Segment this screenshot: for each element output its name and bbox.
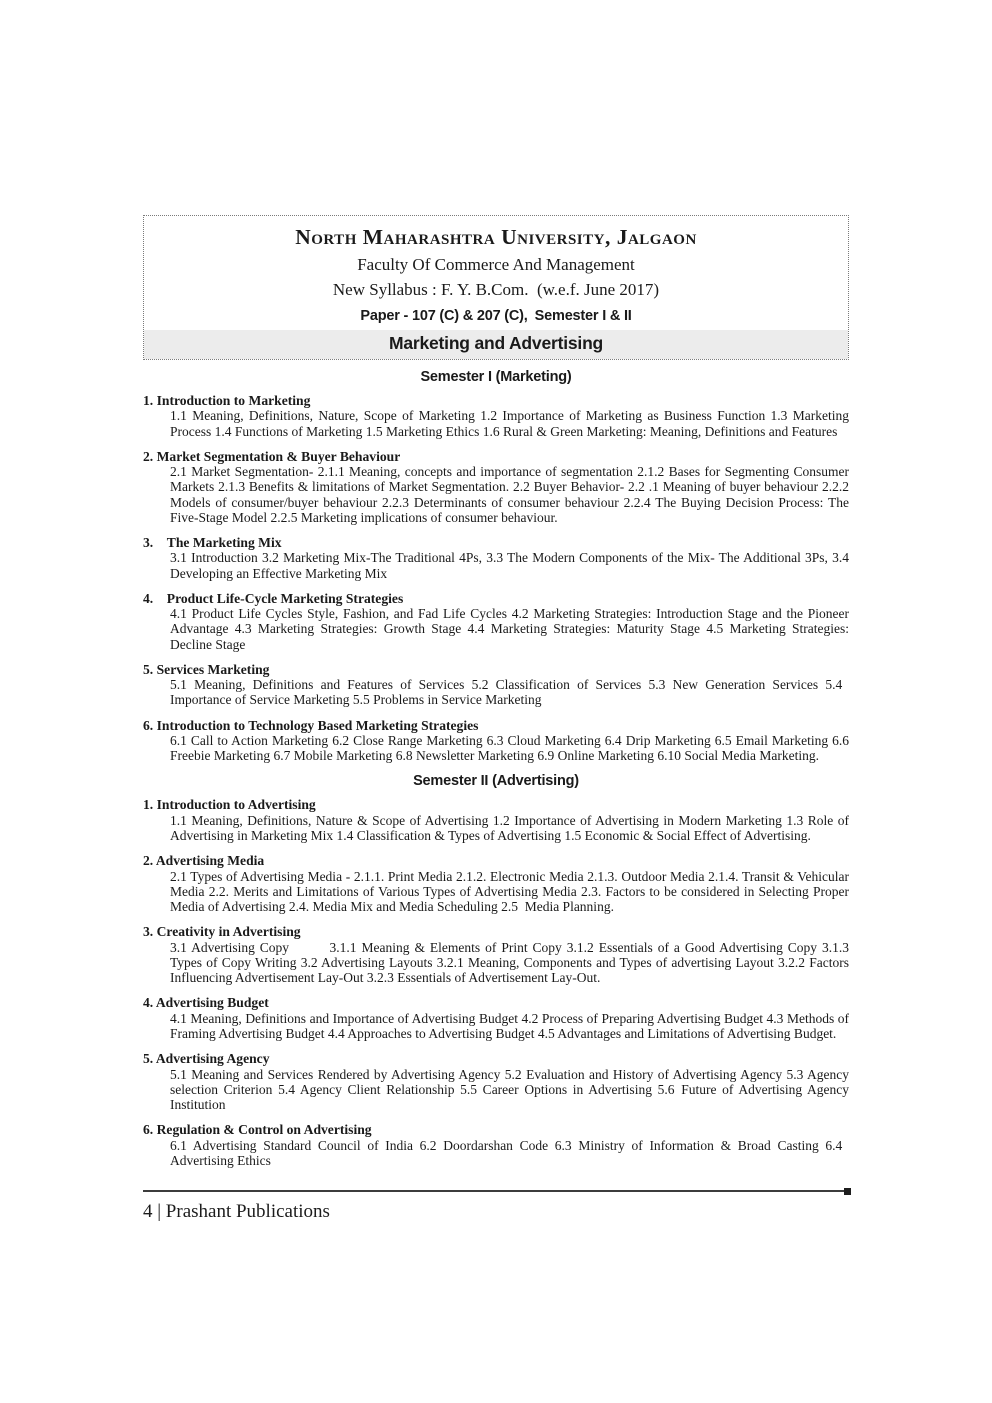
section-s2-5 xyxy=(143,1051,853,1112)
page-number-publisher: 4 | Prashant Publications xyxy=(143,1201,330,1222)
section-s2-2 xyxy=(143,853,853,915)
section-heading: 4. Product Life-Cycle Marketing Strategies xyxy=(143,590,404,606)
section-body: 6.1 Call to Action Marketing 6.2 Close Range Marketing 6.3 Cloud Marketing 6.4 Drip Marketing 6.5 Email Marketing 6.6 Freebie Marketing 6.7 Mobile Marketing 6.8 Newsletter Marketing 6.9 Online Marketing 6.10 Social Media Marketing. xyxy=(170,733,853,764)
section-body: 4.1 Product Life Cycles Style, Fashion, and Fad Life Cycles 4.2 Marketing Strategies: Introduction Stage and the Pioneer Advantage 4.3 Marketing Strategies: Growth Stage 4.4 Marketing Strategies: Maturity Stage 4.5 Marketing Strategies: Decline Stage xyxy=(170,606,853,652)
section-body: 2.1 Types of Advertising Media - 2.1.1. Print Media 2.1.2. Electronic Media 2.1.3. Outdoor Media 2.1.4. Transit & Vehicular Media 2.2. Merits and Limitations of Various Types of Advertising Media 2.3. Factors to be considered in Selecting Proper Media of Advertising 2.4. Media Mix and Media Scheduling 2.5 Media Planning. xyxy=(170,868,853,915)
section-heading: 5. Services Marketing xyxy=(143,661,270,677)
section-heading: 6. Regulation & Control on Advertising xyxy=(143,1122,372,1138)
section-heading: 2. Market Segmentation & Buyer Behaviour xyxy=(143,448,401,464)
page-content xyxy=(143,215,853,1178)
section-s1-5 xyxy=(143,662,849,708)
section-body: 5.1 Meaning, Definitions and Features of Services 5.2 Classification of Services 5.3 New Generation Services 5.4 Importance of Service Marketing 5.5 Problems in Service Marketing xyxy=(170,677,849,708)
section-heading: 4. Advertising Budget xyxy=(143,995,269,1011)
section-s2-1 xyxy=(143,797,852,844)
section-heading: 5. Advertising Agency xyxy=(143,1051,270,1067)
section-s2-3 xyxy=(143,924,853,986)
section-body: 4.1 Meaning, Definitions and Importance of Advertising Budget 4.2 Process of Preparing Advertising Budget 4.3 Methods of Framing Advertising Budget 4.4 Approaches to Advertising Budget 4.5 Advantages and Limitations of Advertising Budget. xyxy=(170,1010,853,1041)
section-s1-6 xyxy=(143,717,853,764)
syllabus-header-box xyxy=(143,215,849,360)
semester2-title: Semester II (Advertising) xyxy=(413,773,579,790)
section-heading: 3. The Marketing Mix xyxy=(143,535,282,551)
section-heading: 6. Introduction to Technology Based Marketing Strategies xyxy=(143,717,479,733)
section-heading: 1. Introduction to Marketing xyxy=(143,393,311,408)
section-s1-3 xyxy=(143,535,853,581)
subject-title: Marketing and Advertising xyxy=(144,330,848,359)
section-body: 2.1 Market Segmentation- 2.1.1 Meaning, concepts and importance of segmentation 2.1.2 Bases for Segmenting Consumer Markets 2.1.3 Benefits & limitations of Market Segmentation. 2.2 Buyer Behavior- 2.2 .1 Meaning of buyer behaviour 2.2.2 Models of consumer/buyer behaviour 2.2.3 Determinants of consumer behaviour 2.2.4 The Buying Decision Process: The Five-Stage Model 2.2.5 Marketing implications of consumer behaviour. xyxy=(170,464,853,525)
footer-rule xyxy=(143,1190,849,1192)
section-body: 1.1 Meaning, Definitions, Nature & Scope of Advertising 1.2 Importance of Advertising in Modern Marketing 1.3 Role of Advertising in Marketing Mix 1.4 Classification & Types of Advertising 1.5 Economic & Social Effect of Advertising. xyxy=(170,812,852,844)
section-body: 3.1 Introduction 3.2 Marketing Mix-The Traditional 4Ps, 3.3 The Modern Components of the Mix- The Additional 3Ps, 3.4 Developing an Effective Marketing Mix xyxy=(170,550,853,581)
section-s1-1 xyxy=(143,393,853,439)
section-s1-2 xyxy=(143,448,853,525)
section-heading: 1. Introduction to Advertising xyxy=(143,797,316,813)
section-body: 6.1 Advertising Standard Council of India 6.2 Doordarshan Code 6.3 Ministry of Information & Broad Casting 6.4 Advertising Ethics xyxy=(170,1137,849,1168)
section-s1-4 xyxy=(143,590,853,652)
semester1-title: Semester I (Marketing) xyxy=(420,369,572,385)
section-body: 3.1 Advertising Copy 3.1.1 Meaning & Elements of Print Copy 3.1.2 Essentials of a Good Advertising Copy 3.1.3 Types of Copy Writing 3.2 Advertising Layouts 3.2.1 Meaning, Components and Types of advertising Layout 3.2.2 Factors Influencing Advertisement Lay-Out 3.2.3 Essentials of Advertisement Lay-Out. xyxy=(170,939,853,986)
syllabus-line: New Syllabus : F. Y. B.Com. (w.e.f. June 2017) xyxy=(332,280,660,299)
footer-rule-endpoint xyxy=(844,1188,851,1195)
section-heading: 3. Creativity in Advertising xyxy=(143,924,301,940)
page-footer xyxy=(143,1190,849,1223)
section-s2-6 xyxy=(143,1122,849,1168)
section-s2-4 xyxy=(143,995,853,1041)
section-body: 5.1 Meaning and Services Rendered by Advertising Agency 5.2 Evaluation and History of Advertising Agency 5.3 Agency selection Criterion 5.4 Agency Client Relationship 5.5 Career Options in Advertising 5.6 Future of Advertising Agency Institution xyxy=(170,1066,853,1112)
section-body: 1.1 Meaning, Definitions, Nature, Scope of Marketing 1.2 Importance of Marketing as Business Function 1.3 Marketing Process 1.4 Functions of Marketing 1.5 Marketing Ethics 1.6 Rural & Green Marketing: Meaning, Definitions and Features xyxy=(170,408,853,439)
university-name: North Maharashtra University, Jalgaon xyxy=(295,225,697,249)
section-heading: 2. Advertising Media xyxy=(143,853,265,869)
faculty-line: Faculty Of Commerce And Management xyxy=(357,255,635,274)
paper-line: Paper - 107 (C) & 207 (C), Semester I & II xyxy=(360,308,632,324)
